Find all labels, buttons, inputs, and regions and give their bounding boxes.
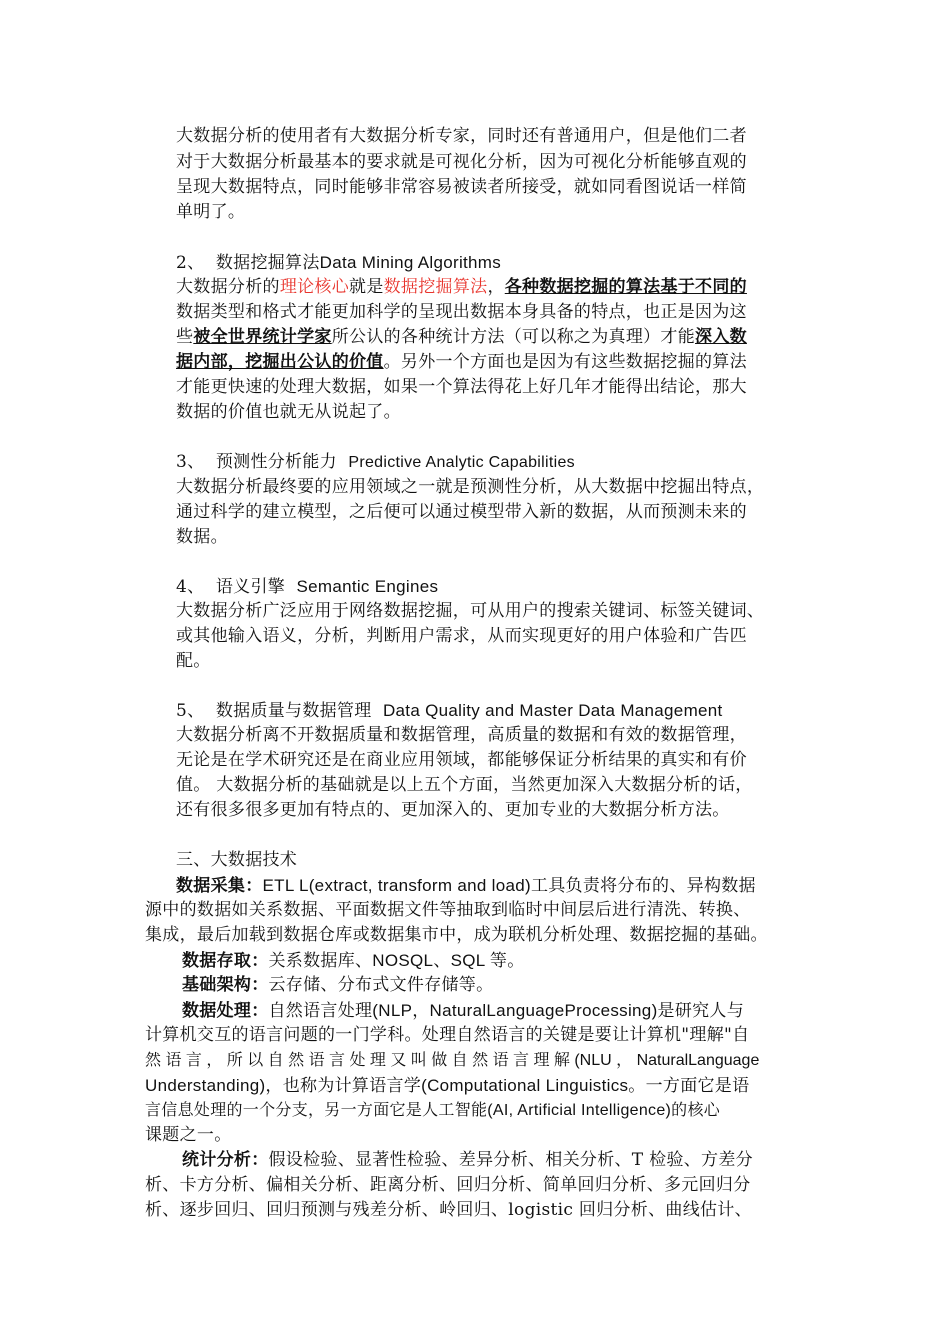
text-run: 。另外一个方面也是因为有这些数据挖掘的算法 [383,352,747,372]
section-5-heading [176,698,723,724]
section-title-en: Data Quality and Master Data Management [382,701,723,720]
term-label: 统计分析： [182,1150,269,1170]
section-title-en: Data Mining Algorithms [319,253,502,272]
section-title-en: Predictive Analytic Capabilities [348,454,575,471]
paragraph-line [176,325,747,350]
intro-line: 单明了。 [176,202,246,222]
paragraph-line: 数据的价值也就无从说起了。 [176,402,401,422]
text-run: 假设检验、显著性检验、差异分析、相关分析、T 检验、方差分 [268,1150,753,1170]
section-number: 3、 [176,452,205,472]
tech-heading: 三、大数据技术 [176,850,298,870]
paragraph-line: 然 语 言 ， 所 以 自 然 语 言 处 理 又 叫 做 自 然 语 言 理 解 (NLU ， NaturalLanguage [145,1052,760,1069]
paragraph-line: 无论是在学术研究还是在商业应用领域，都能够保证分析结果的真实和有价 [176,750,747,770]
term-label: 数据处理： [182,1001,269,1021]
paragraph-line: 析、逐步回归、回归预测与残差分析、岭回归、logistic 回归分析、曲线估计、 [145,1200,752,1220]
paragraph-line: 集成，最后加载到数据仓库或数据集市中，成为联机分析处理、数据挖掘的基础。 [145,925,768,945]
text-run: 就是 [349,277,384,297]
text-run: ETL L(extract, transform and load)工具负责将分布的、异构数据 [262,876,756,895]
paragraph-line: 源中的数据如关系数据、平面数据文件等抽取到临时中间层后进行清洗、转换、 [145,900,751,920]
section-number: 2、 [176,253,205,273]
paragraph-line: 值。 大数据分析的基础就是以上五个方面，当然更加深入大数据分析的话， [176,775,753,795]
paragraph-line: 配。 [176,651,211,671]
paragraph-line [182,1148,753,1173]
paragraph-line: 大数据分析最终要的应用领域之一就是预测性分析，从大数据中挖掘出特点， [176,477,765,497]
paragraph-line: 通过科学的建立模型，之后便可以通过模型带入新的数据，从而预测未来的 [176,502,747,522]
paragraph-line: 析、卡方分析、偏相关分析、距离分析、回归分析、简单回归分析、多元回归分 [145,1175,751,1195]
section-2-heading [176,250,501,276]
highlight-text: 理论核心 [279,277,350,297]
paragraph-line [182,973,493,998]
section-number: 4、 [176,577,205,597]
paragraph-line: 大数据分析广泛应用于网络数据挖掘，可从用户的搜索关键词、标签关键词、 [176,601,765,621]
intro-line: 呈现大数据特点，同时能够非常容易被读者所接受，就如同看图说话一样简 [176,177,747,197]
paragraph-line: 课题之一。 [145,1125,232,1145]
emphasis-text: 被全世界统计学家 [193,327,332,347]
highlight-text: 数据挖掘算法 [383,277,488,297]
paragraph-line [182,948,525,974]
section-title-en: Semantic Engines [296,577,439,596]
paragraph-line: 大数据分析离不开数据质量和数据管理，高质量的数据和有效的数据管理， [176,725,747,745]
section-number: 5、 [176,701,205,721]
text-run: 些 [176,327,194,347]
paragraph-line [176,873,756,899]
section-title-cn: 数据质量与数据管理 [215,701,372,721]
section-title-cn: 数据挖掘算法 [215,253,320,273]
text-run: 云存储、分布式文件存储等。 [268,975,494,995]
text-run: 关系数据库、NOSQL、SQL 等。 [268,951,525,970]
intro-line: 对于大数据分析最基本的要求就是可视化分析，因为可视化分析能够直观的 [176,152,747,172]
paragraph-line [176,350,747,375]
term-label: 数据采集： [176,876,263,896]
text-run: ， [487,277,505,297]
section-3-heading [176,450,575,475]
intro-line: 大数据分析的使用者有大数据分析专家，同时还有普通用户，但是他们二者 [176,126,747,146]
term-label: 数据存取： [182,951,269,971]
paragraph-line: 还有很多很多更加有特点的、更加深入的、更加专业的大数据分析方法。 [176,800,730,820]
term-label: 基础架构： [182,975,269,995]
paragraph-line: 数据。 [176,527,228,547]
paragraph-line: 或其他输入语义，分析，判断用户需求，从而实现更好的用户体验和广告匹 [176,626,747,646]
paragraph-line [176,275,747,300]
text-run: 大数据分析的 [176,277,280,297]
text-run: 自然语言处理(NLP，NaturalLanguageProcessing)是研究人与 [268,1001,745,1020]
emphasis-text: 深入数 [695,327,747,347]
paragraph-line: 数据类型和格式才能更加科学的呈现出数据本身具备的特点，也正是因为这 [176,302,747,322]
section-title-cn: 语义引擎 [215,577,286,597]
text-run: 所公认的各种统计方法（可以称之为真理）才能 [331,327,696,347]
paragraph-line: 计算机交互的语言问题的一门学科。处理自然语言的关键是要让计算机"理解"自 [145,1025,750,1045]
paragraph-line: 才能更快速的处理大数据，如果一个算法得花上好几年才能得出结论，那大 [176,377,747,397]
emphasis-text: 各种数据挖掘的算法基于不同的 [504,277,747,297]
paragraph-line [182,998,744,1024]
emphasis-text: 据内部，挖掘出公认的价值 [176,352,384,372]
section-title-cn: 预测性分析能力 [215,452,337,472]
section-4-heading [176,574,438,600]
paragraph-line: 言信息处理的一个分支，另一方面它是人工智能(AI, Artificial Intelligence)的核心 [145,1102,721,1119]
paragraph-line: Understanding)，也称为计算语言学(Computational Linguistics。一方面它是语 [145,1076,750,1095]
